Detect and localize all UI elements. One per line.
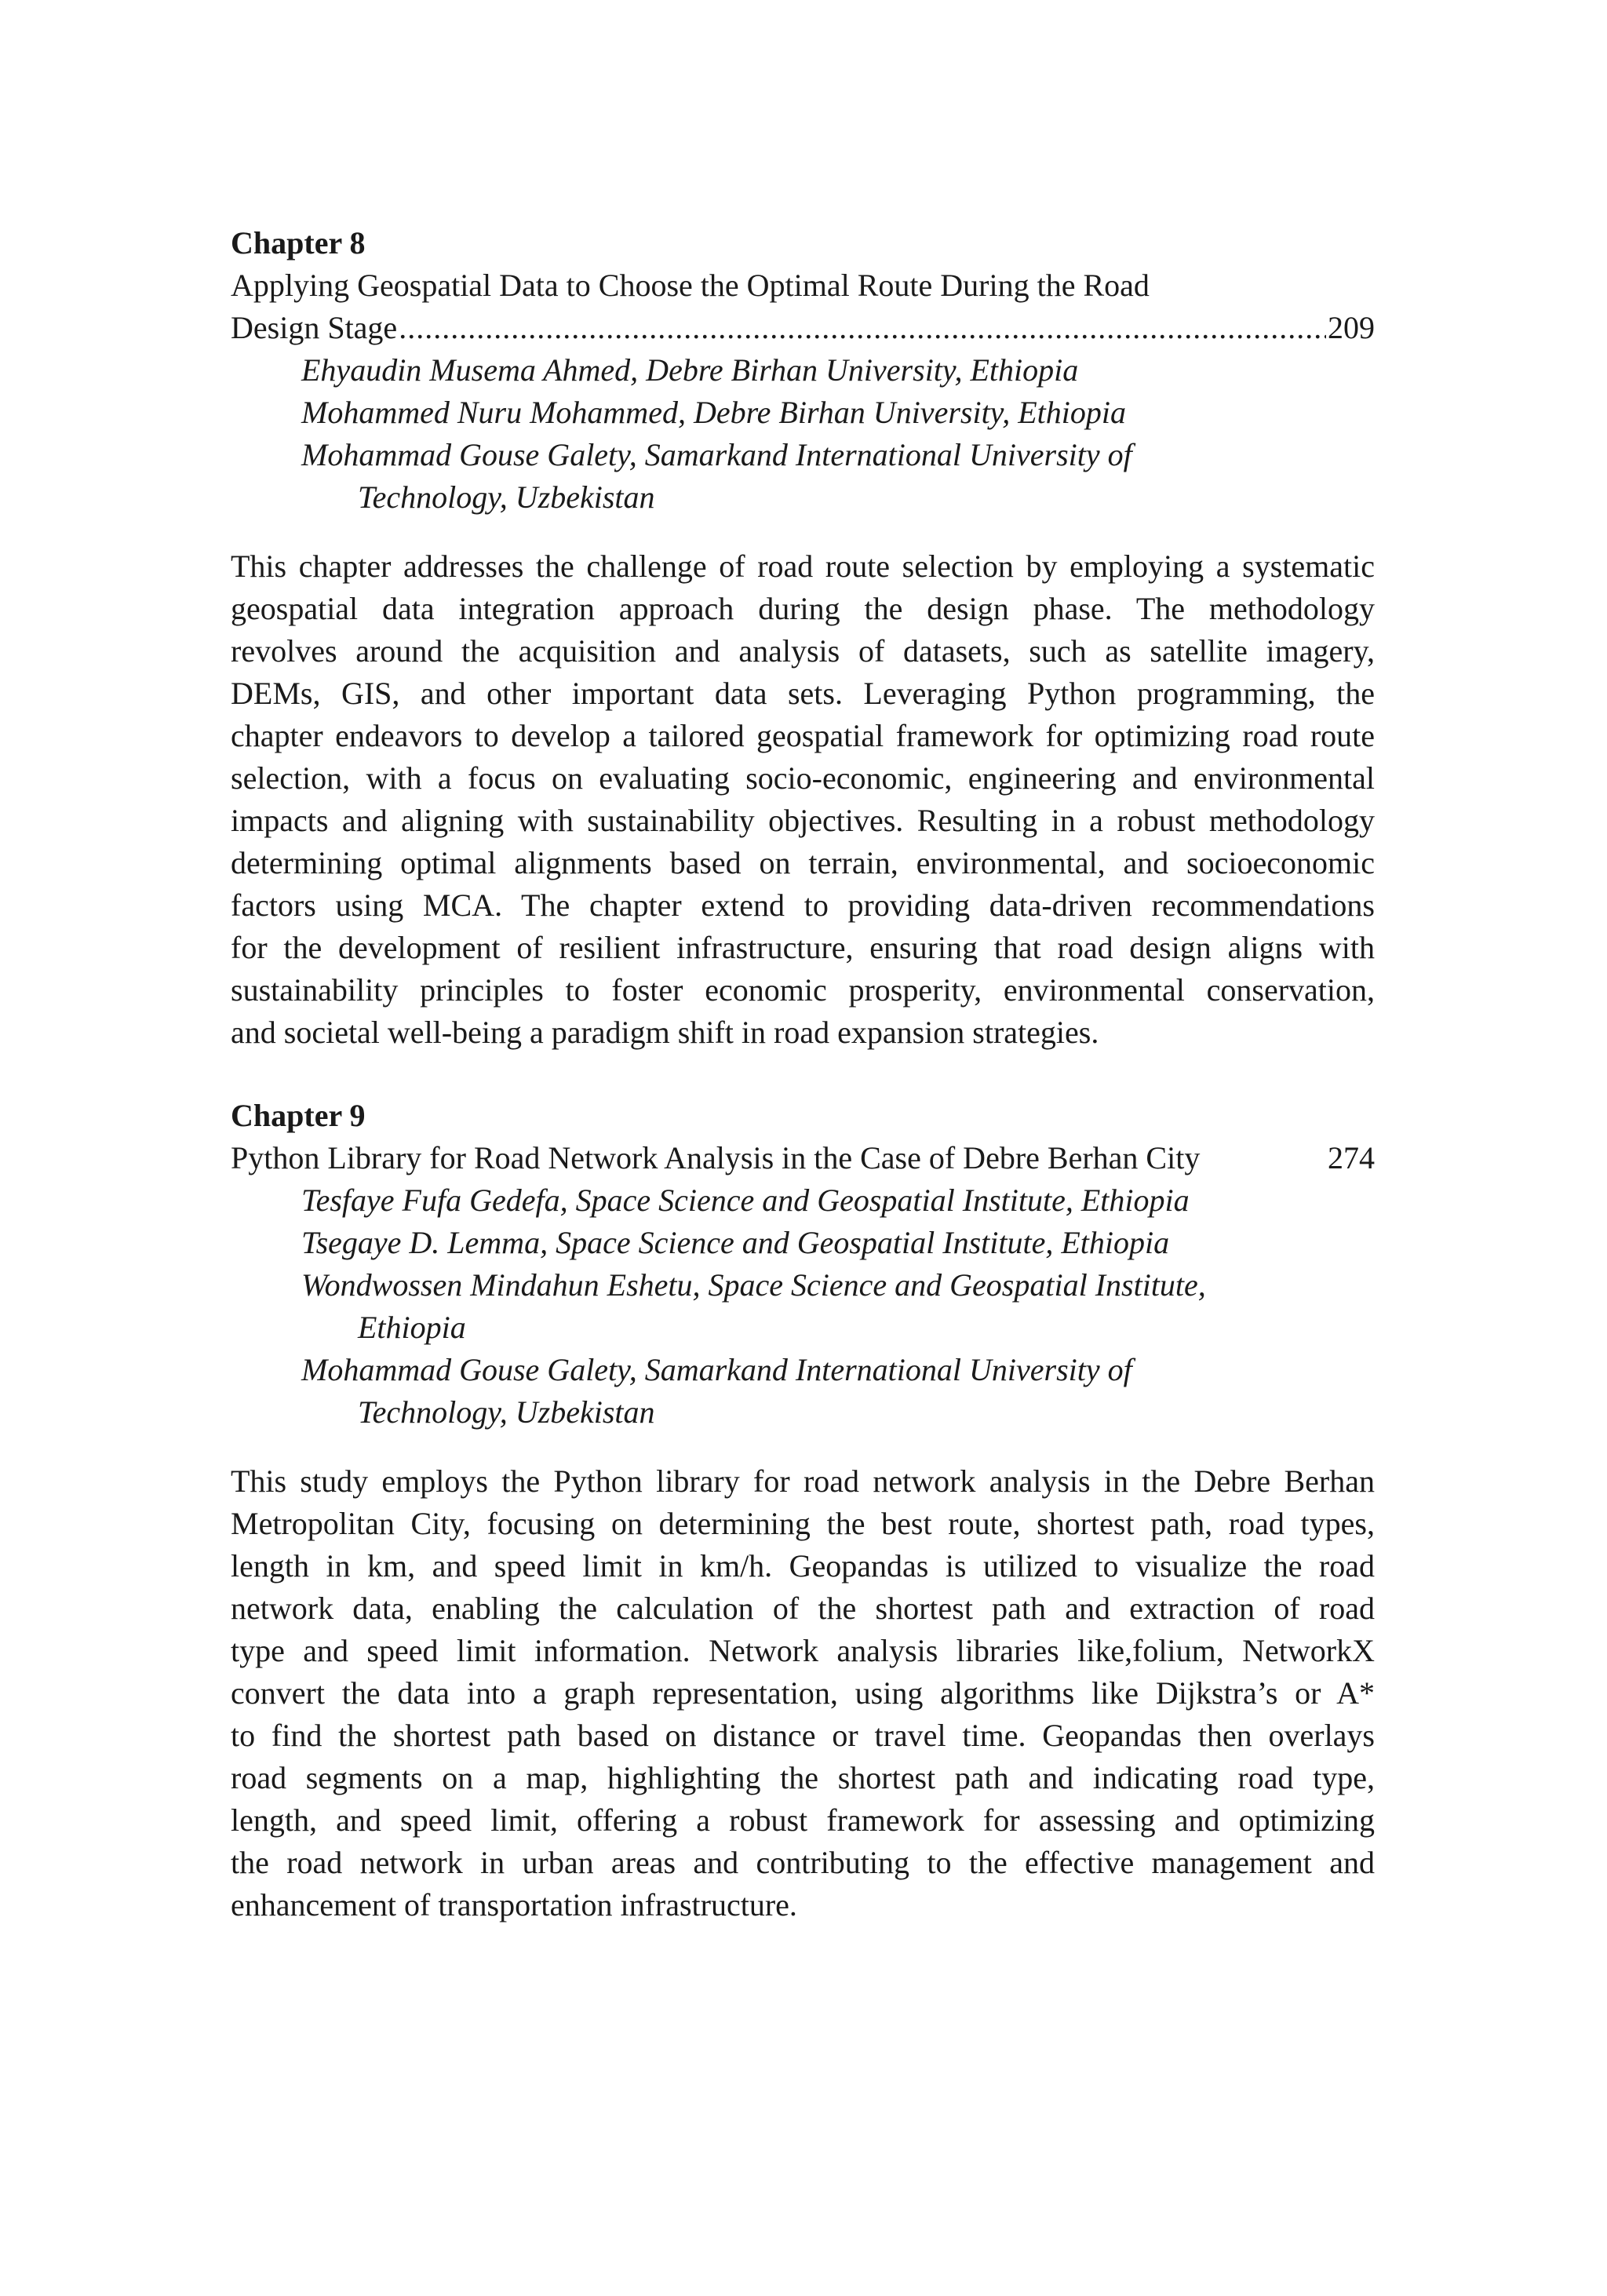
abstract-line: chapter endeavors to develop a tailored geospatial framework for optimizing road route: [231, 718, 1375, 753]
author-line: [231, 392, 1375, 434]
abstract-line: and societal well-being a paradigm shift in road expansion strategies.: [231, 1015, 1099, 1050]
author-affiliation-continued: Ethiopia: [358, 1310, 466, 1345]
abstract-line: road segments on a map, highlighting the shortest path and indicating road type,: [231, 1760, 1375, 1795]
author-line: [231, 1222, 1375, 1264]
abstract-line: type and speed limit information. Network analysis libraries like,folium, NetworkX: [231, 1633, 1375, 1668]
abstract-line: length, and speed limit, offering a robust framework for assessing and optimizing: [231, 1802, 1375, 1838]
author-line: [231, 349, 1375, 392]
chapter-title: Python Library for Road Network Analysis in the Case of Debre Berhan City: [231, 1140, 1201, 1175]
author-line: [231, 1179, 1375, 1222]
abstract-line: selection, with a focus on evaluating socio-economic, engineering and environmental: [231, 760, 1375, 796]
chapter-abstract: [231, 545, 1375, 1054]
abstract-line: convert the data into a graph representation, using algorithms like Dijkstra’s or A*: [231, 1675, 1375, 1711]
author-affiliation-continued: Technology, Uzbekistan: [358, 1394, 655, 1430]
abstract-line: the road network in urban areas and contributing to the effective management and: [231, 1845, 1375, 1880]
author-line: [231, 1264, 1375, 1349]
author-name-affiliation: Mohammad Gouse Galety, Samarkand International University of: [301, 437, 1132, 472]
abstract-line: sustainability principles to foster economic prosperity, environmental conservation,: [231, 972, 1375, 1008]
page-number: 209: [1328, 310, 1375, 345]
author-name-affiliation: Ehyaudin Musema Ahmed, Debre Birhan University, Ethiopia: [301, 352, 1079, 388]
author-line: [231, 434, 1375, 519]
abstract-line: factors using MCA. The chapter extend to providing data-driven recommendations: [231, 887, 1375, 923]
author-name-affiliation: Tesfaye Fufa Gedefa, Space Science and Geospatial Institute, Ethiopia: [301, 1183, 1190, 1218]
abstract-line: This chapter addresses the challenge of road route selection by employing a systematic: [231, 548, 1375, 584]
toc-page: [231, 222, 1375, 1926]
toc-line[interactable]: [231, 307, 1375, 349]
author-name-affiliation: Tsegaye D. Lemma, Space Science and Geospatial Institute, Ethiopia: [301, 1225, 1170, 1260]
author-name-affiliation: Mohammed Nuru Mohammed, Debre Birhan University, Ethiopia: [301, 395, 1126, 430]
chapter-title: Applying Geospatial Data to Choose the Optimal Route During the Road: [231, 268, 1150, 303]
chapter-9-entry: [231, 1095, 1375, 1926]
chapter-heading: Chapter 8: [231, 225, 366, 261]
dot-leader: [399, 307, 1326, 349]
abstract-line: This study employs the Python library for road network analysis in the Debre Berhan: [231, 1463, 1375, 1499]
toc-line[interactable]: [231, 1137, 1375, 1179]
chapter-title-continued: Design Stage: [231, 310, 398, 345]
abstract-line: to find the shortest path based on distance or travel time. Geopandas then overlays: [231, 1718, 1375, 1753]
author-affiliation-continued: Technology, Uzbekistan: [358, 479, 655, 515]
abstract-line: DEMs, GIS, and other important data sets. Leveraging Python programming, the: [231, 676, 1375, 711]
abstract-line: network data, enabling the calculation of the shortest path and extraction of road: [231, 1591, 1375, 1626]
abstract-line: enhancement of transportation infrastructure.: [231, 1887, 797, 1922]
page-number: 274: [1328, 1140, 1375, 1175]
abstract-line: impacts and aligning with sustainability objectives. Resulting in a robust methodology: [231, 803, 1375, 838]
author-name-affiliation: Mohammad Gouse Galety, Samarkand International University of: [301, 1352, 1132, 1387]
abstract-line: Metropolitan City, focusing on determining the best route, shortest path, road types,: [231, 1506, 1375, 1541]
chapter-8-entry: [231, 222, 1375, 1054]
abstract-line: geospatial data integration approach during the design phase. The methodology: [231, 591, 1375, 626]
author-line: [231, 1349, 1375, 1434]
chapter-abstract: [231, 1460, 1375, 1926]
chapter-heading: Chapter 9: [231, 1098, 366, 1133]
abstract-line: for the development of resilient infrastructure, ensuring that road design aligns with: [231, 930, 1375, 965]
abstract-line: length in km, and speed limit in km/h. Geopandas is utilized to visualize the road: [231, 1548, 1375, 1584]
abstract-line: revolves around the acquisition and analysis of datasets, such as satellite imagery,: [231, 633, 1375, 669]
author-name-affiliation: Wondwossen Mindahun Eshetu, Space Science and Geospatial Institute,: [301, 1267, 1206, 1303]
abstract-line: determining optimal alignments based on terrain, environmental, and socioeconomic: [231, 845, 1375, 880]
